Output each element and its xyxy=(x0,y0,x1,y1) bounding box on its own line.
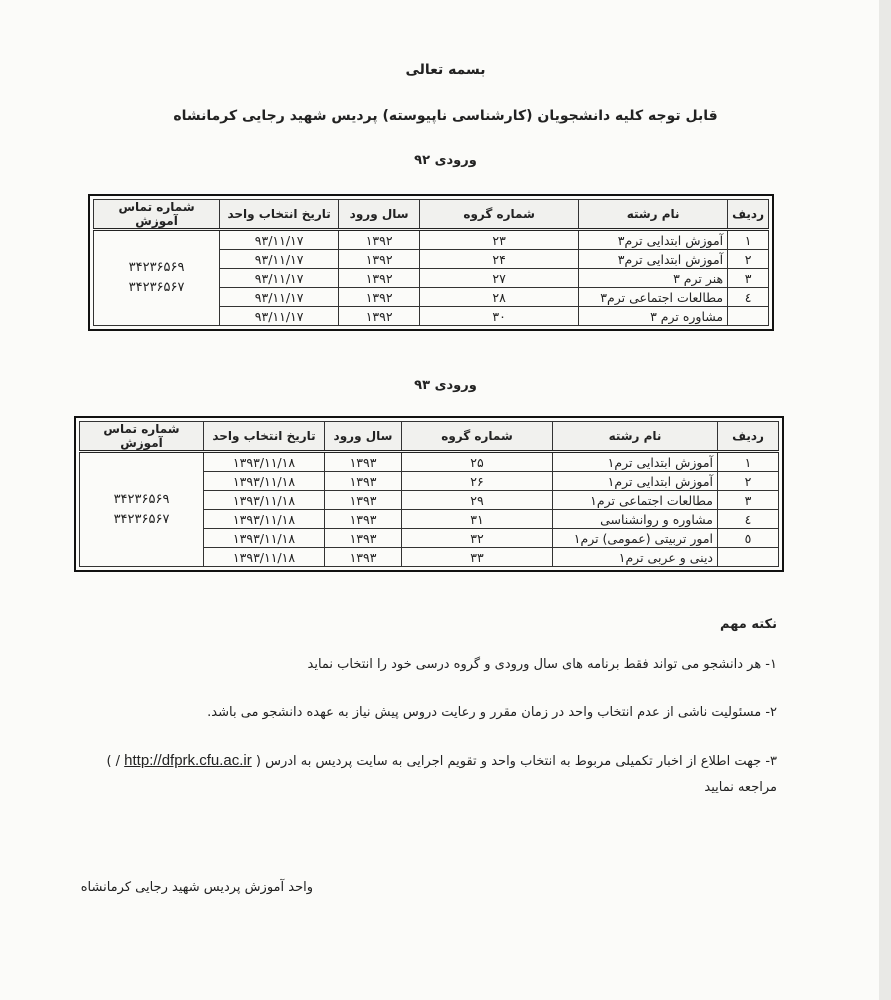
row-major: آموزش ابتدایی ترم۱ xyxy=(553,452,718,472)
row-group: ۲۷ xyxy=(420,269,579,288)
col-radif: ردیف xyxy=(728,200,769,230)
row-major: آموزش ابتدایی ترم۳ xyxy=(579,250,728,269)
row-radif: ۱ xyxy=(718,452,779,472)
row-year: ۱۳۹۳ xyxy=(325,472,402,491)
row-year: ۱۳۹۳ xyxy=(325,491,402,510)
row-date: ۱۳۹۳/۱۱/۱۸ xyxy=(204,452,325,472)
page-edge xyxy=(879,0,891,1000)
col-group: شماره گروه xyxy=(402,422,553,452)
footer-signature: واحد آموزش پردیس شهید رجایی کرمانشاه xyxy=(80,880,313,895)
row-major: مشاوره ترم ۳ xyxy=(579,307,728,326)
row-year: ۱۳۹۳ xyxy=(325,529,402,548)
page-title: قابل توجه کلیه دانشجویان (کارشناسی ناپیوسته) پردیس شهید رجایی کرمانشاه xyxy=(173,108,718,124)
row-major: آموزش ابتدایی ترم۱ xyxy=(553,472,718,491)
row-radif: ۲ xyxy=(728,250,769,269)
row-major: دینی و عربی ترم۱ xyxy=(553,548,718,567)
row-group: ۳۲ xyxy=(402,529,553,548)
contact-cell xyxy=(80,452,204,567)
row-date: ۹۳/۱۱/۱۷ xyxy=(220,250,339,269)
row-date: ۱۳۹۳/۱۱/۱۸ xyxy=(204,491,325,510)
col-radif: ردیف xyxy=(718,422,779,452)
row-group: ۲۸ xyxy=(420,288,579,307)
col-date: تاریخ انتخاب واحد xyxy=(220,200,339,230)
contact-phone: ۳۴۲۳۶۵۶۷ xyxy=(113,511,170,527)
row-year: ۱۳۹۲ xyxy=(339,288,420,307)
row-major: مشاوره و روانشناسی xyxy=(553,510,718,529)
site-link[interactable]: http://dfprk.cfu.ac.ir xyxy=(124,752,252,769)
table-row xyxy=(94,230,769,250)
row-radif: ٤ xyxy=(718,510,779,529)
row-group: ۳۰ xyxy=(420,307,579,326)
row-major: هنر ترم ۳ xyxy=(579,269,728,288)
row-year: ۱۳۹۲ xyxy=(339,269,420,288)
row-year: ۱۳۹۳ xyxy=(325,548,402,567)
table-row xyxy=(80,452,779,472)
row-major: امور تربیتی (عمومی) ترم۱ xyxy=(553,529,718,548)
entry92-heading: ورودی ۹۲ xyxy=(414,153,477,168)
contact-phone: ۳۴۲۳۶۵۶۷ xyxy=(128,280,185,295)
col-year: سال ورود xyxy=(339,200,420,230)
table-header-row xyxy=(94,200,769,230)
row-date: ۹۳/۱۱/۱۷ xyxy=(220,230,339,250)
entry93-heading: ورودی ۹۳ xyxy=(414,378,477,393)
row-year: ۱۳۹۲ xyxy=(339,250,420,269)
row-date: ۱۳۹۳/۱۱/۱۸ xyxy=(204,472,325,491)
row-group: ۲۴ xyxy=(420,250,579,269)
note-item-3-close: / ) xyxy=(106,754,121,769)
contact-phone: ۳۴۲۳۶۵۶۹ xyxy=(128,260,185,275)
row-radif: ٥ xyxy=(718,529,779,548)
contact-phone: ۳۴۲۳۶۵۶۹ xyxy=(113,491,170,507)
row-year: ۱۳۹۲ xyxy=(339,307,420,326)
row-group: ۲۳ xyxy=(420,230,579,250)
row-radif: ۳ xyxy=(728,269,769,288)
col-date: تاریخ انتخاب واحد xyxy=(204,422,325,452)
col-major: نام رشته xyxy=(579,200,728,230)
row-date: ۱۳۹۳/۱۱/۱۸ xyxy=(204,548,325,567)
row-group: ۳۱ xyxy=(402,510,553,529)
row-year: ۱۳۹۳ xyxy=(325,510,402,529)
note-item-1: ۱- هر دانشجو می تواند فقط برنامه های سال ورودی و گروه درسی خود را انتخاب نماید xyxy=(307,657,777,672)
row-radif xyxy=(728,307,769,326)
row-group: ۲۹ xyxy=(402,491,553,510)
note-item-2: ۲- مسئولیت ناشی از عدم انتخاب واحد در زمان مقرر و رعایت دروس پیش نیاز به عهده دانشجو می باشد. xyxy=(207,705,777,720)
note-item-3-suffix: مراجعه نمایید xyxy=(704,780,777,795)
row-radif: ۱ xyxy=(728,230,769,250)
row-date: ۱۳۹۳/۱۱/۱۸ xyxy=(204,510,325,529)
table-header-row xyxy=(80,422,779,452)
row-year: ۱۳۹۳ xyxy=(325,452,402,472)
row-radif: ۲ xyxy=(718,472,779,491)
row-date: ۹۳/۱۱/۱۷ xyxy=(220,269,339,288)
row-major: مطالعات اجتماعی ترم۱ xyxy=(553,491,718,510)
row-date: ۹۳/۱۱/۱۷ xyxy=(220,307,339,326)
row-group: ۲۵ xyxy=(402,452,553,472)
col-contact: شماره تماس آموزش xyxy=(94,200,220,230)
row-date: ۹۳/۱۱/۱۷ xyxy=(220,288,339,307)
row-radif xyxy=(718,548,779,567)
col-contact: شماره تماس آموزش xyxy=(80,422,204,452)
note-item-3-text: ۳- جهت اطلاع از اخبار تکمیلی مربوط به انتخاب واحد و تقویم اجرایی به سایت پردیس به ادرس ( xyxy=(255,754,777,769)
entry93-table xyxy=(74,416,784,572)
row-radif: ۳ xyxy=(718,491,779,510)
row-year: ۱۳۹۲ xyxy=(339,230,420,250)
row-group: ۳۳ xyxy=(402,548,553,567)
row-radif: ٤ xyxy=(728,288,769,307)
entry92-table xyxy=(88,194,774,331)
contact-cell xyxy=(94,230,220,326)
note-item-3 xyxy=(97,750,777,773)
notes-title: نکته مهم xyxy=(720,617,777,632)
basmala: بسمه تعالی xyxy=(405,62,486,78)
col-group: شماره گروه xyxy=(420,200,579,230)
notes-section xyxy=(97,617,777,825)
row-major: مطالعات اجتماعی ترم۳ xyxy=(579,288,728,307)
row-group: ۲۶ xyxy=(402,472,553,491)
row-major: آموزش ابتدایی ترم۳ xyxy=(579,230,728,250)
col-major: نام رشته xyxy=(553,422,718,452)
row-date: ۱۳۹۳/۱۱/۱۸ xyxy=(204,529,325,548)
col-year: سال ورود xyxy=(325,422,402,452)
